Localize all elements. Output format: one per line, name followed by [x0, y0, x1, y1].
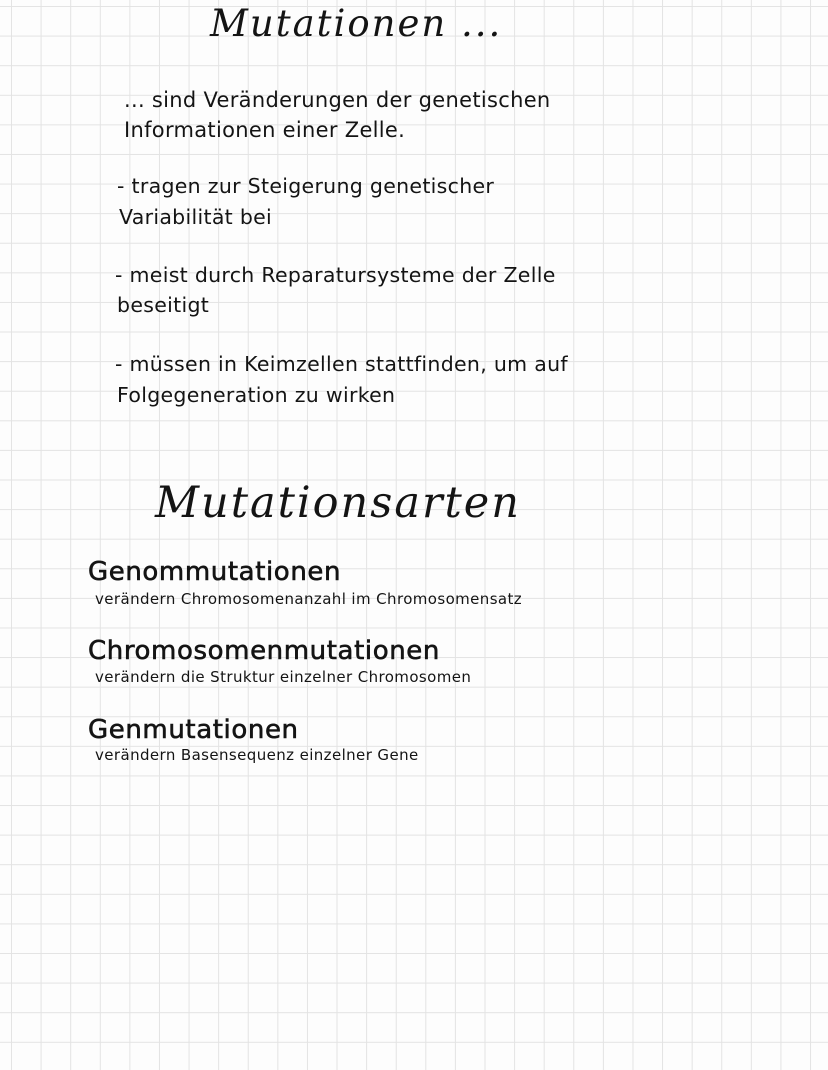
bullet-line: - tragen zur Steigerung genetischer — [117, 174, 495, 198]
mutation-type-description: verändern Basensequenz einzelner Gene — [95, 746, 419, 764]
section-title: Mutationsarten — [155, 478, 521, 528]
mutation-type-description: verändern Chromosomenanzahl im Chromosomensatz — [95, 590, 523, 608]
bullet-line: Variabilität bei — [119, 205, 273, 229]
intro-line: Informationen einer Zelle. — [124, 118, 406, 142]
bullet-line: beseitigt — [117, 293, 210, 317]
mutation-type-name: Genommutationen — [88, 557, 342, 587]
mutation-type-name: Chromosomenmutationen — [88, 636, 440, 666]
bullet-line: - meist durch Reparatursysteme der Zelle — [115, 263, 556, 287]
mutation-type-description: verändern die Struktur einzelner Chromosomen — [95, 668, 472, 686]
page-title: Mutationen ... — [210, 2, 503, 45]
mutation-type-name: Genmutationen — [88, 715, 299, 745]
bullet-line: - müssen in Keimzellen stattfinden, um auf — [115, 352, 568, 376]
intro-line: ... sind Veränderungen der genetischen — [124, 88, 551, 112]
bullet-line: Folgegeneration zu wirken — [117, 383, 396, 407]
